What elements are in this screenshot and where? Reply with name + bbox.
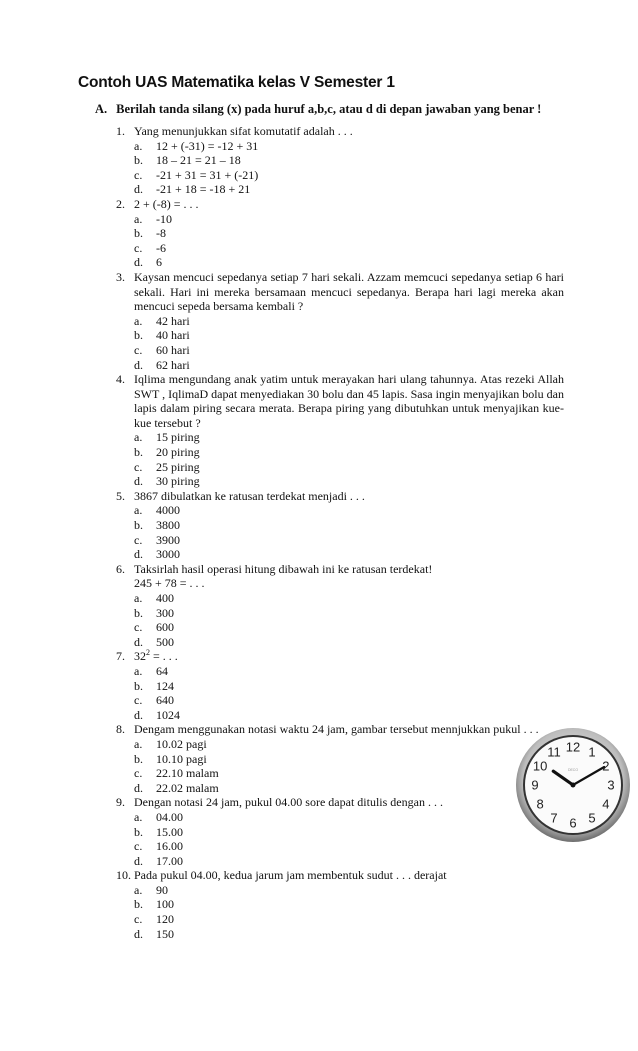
option-letter: c.	[134, 240, 143, 255]
option-text: 16.00	[156, 839, 183, 854]
answer-option	[134, 897, 564, 912]
answer-options	[134, 883, 564, 941]
option-text: -21 + 18 = -18 + 21	[156, 182, 251, 197]
question-1	[116, 124, 564, 197]
option-letter: a.	[134, 809, 143, 824]
question-2	[116, 197, 564, 270]
question-text: 3867 dibulatkan ke ratusan terdekat menjadi . . .	[134, 488, 365, 503]
option-letter: d.	[134, 707, 143, 722]
question-number: 7.	[116, 649, 125, 664]
option-letter: d.	[134, 474, 143, 489]
answer-option	[134, 825, 564, 840]
clock-numeral: 1	[588, 744, 596, 760]
answer-options	[134, 139, 564, 197]
option-letter: c.	[134, 693, 143, 708]
question-base: 32	[134, 649, 146, 664]
option-letter: d.	[134, 357, 143, 372]
clock-numeral: 3	[607, 777, 615, 793]
option-text: 22.10 malam	[156, 766, 219, 781]
option-letter: a.	[134, 430, 143, 445]
question-10	[116, 868, 564, 941]
option-text: 40 hari	[156, 328, 190, 343]
question-text: Dengam menggunakan notasi waktu 24 jam, gambar tersebut mennjukkan pukul . . .	[134, 722, 539, 737]
option-text: 500	[156, 634, 174, 649]
clock-numeral: 10	[532, 758, 548, 774]
question-number: 2.	[116, 196, 125, 211]
answer-option	[134, 460, 564, 475]
option-text: 60 hari	[156, 342, 190, 357]
question-4	[116, 372, 564, 489]
question-3	[116, 270, 564, 372]
option-letter: b.	[134, 605, 143, 620]
wall-clock-image	[515, 727, 631, 843]
answer-option	[134, 693, 564, 708]
answer-option	[134, 547, 564, 562]
answer-option	[134, 343, 564, 358]
answer-option	[134, 139, 564, 154]
section-label: A.	[95, 102, 108, 116]
question-text: Iqlima mengundang anak yatim untuk merayakan hari ulang tahunnya. Atas rezeki Allah SWT , IqlimaD dapat menyediakan 30 bolu dan 45 lapis. Sasa ingin menyajikan bolu dan lapis dalam piring secara merata. Berapa piring yang dibutuhkan untuk menyajikan kue-kue tersebut ?	[134, 372, 564, 430]
clock-numeral: 5	[588, 810, 596, 826]
option-text: 90	[156, 882, 168, 897]
answer-option	[134, 168, 564, 183]
answer-option	[134, 781, 564, 796]
option-text: -21 + 31 = 31 + (-21)	[156, 167, 259, 182]
question-6	[116, 562, 564, 650]
option-letter: c.	[134, 766, 143, 781]
option-letter: b.	[134, 328, 143, 343]
question-9	[116, 795, 564, 868]
question-number: 9.	[116, 795, 125, 810]
question-number: 1.	[116, 124, 125, 138]
option-text: 1024	[156, 707, 180, 722]
answer-options	[134, 810, 564, 868]
option-letter: c.	[134, 912, 143, 927]
answer-options	[134, 591, 564, 649]
option-letter: d.	[134, 780, 143, 795]
clock-numeral: 4	[602, 796, 610, 812]
answer-options	[134, 503, 564, 561]
answer-options	[134, 737, 564, 795]
question-number: 3.	[116, 269, 125, 284]
option-text: 30 piring	[156, 474, 200, 489]
answer-options	[134, 664, 564, 722]
option-text: 62 hari	[156, 357, 190, 372]
answer-option	[134, 606, 564, 621]
answer-option	[134, 708, 564, 723]
answer-option	[134, 314, 564, 329]
question-text	[134, 649, 564, 664]
option-text: 600	[156, 620, 174, 635]
option-text: 3900	[156, 532, 180, 547]
answer-option	[134, 766, 564, 781]
option-text: 04.00	[156, 809, 183, 824]
option-text: 18 – 21 = 21 – 18	[156, 153, 241, 168]
option-letter: a.	[134, 503, 143, 518]
option-letter: a.	[134, 211, 143, 226]
option-letter: c.	[134, 167, 143, 182]
option-letter: a.	[134, 882, 143, 897]
answer-option	[134, 241, 564, 256]
option-letter: d.	[134, 255, 143, 270]
question-suffix: = . . .	[150, 649, 178, 664]
page-title: Contoh UAS Matematika kelas V Semester 1	[78, 74, 395, 91]
option-text: 6	[156, 255, 162, 270]
option-letter: b.	[134, 226, 143, 241]
option-text: 42 hari	[156, 313, 190, 328]
answer-option	[134, 153, 564, 168]
answer-option	[134, 445, 564, 460]
option-letter: d.	[134, 547, 143, 562]
answer-option	[134, 591, 564, 606]
answer-option	[134, 474, 564, 489]
clock-numeral: 9	[531, 777, 539, 793]
clock-numeral: 12	[565, 739, 581, 755]
option-text: 15 piring	[156, 430, 200, 445]
answer-option	[134, 518, 564, 533]
answer-option	[134, 503, 564, 518]
answer-option	[134, 883, 564, 898]
section-instruction: Berilah tanda silang (x) pada huruf a,b,c, atau d di depan jawaban yang benar !	[116, 102, 542, 116]
option-text: 400	[156, 591, 174, 605]
option-text: 3000	[156, 547, 180, 562]
option-letter: c.	[134, 839, 143, 854]
answer-option	[134, 912, 564, 927]
answer-option	[134, 226, 564, 241]
question-text: Dengan notasi 24 jam, pukul 04.00 sore dapat ditulis dengan . . .	[134, 795, 443, 810]
question-list	[116, 124, 564, 941]
answer-option	[134, 533, 564, 548]
answer-options	[134, 212, 564, 270]
option-letter: b.	[134, 751, 143, 766]
clock-numeral: 11	[547, 744, 561, 760]
clock-numeral: 6	[569, 815, 577, 831]
clock-brand: DECO	[567, 768, 579, 772]
option-letter: a.	[134, 591, 143, 605]
option-text: 124	[156, 678, 174, 693]
answer-options	[134, 314, 564, 372]
section-heading	[95, 102, 541, 117]
answer-option	[134, 358, 564, 373]
option-text: 20 piring	[156, 445, 200, 460]
answer-option	[134, 810, 564, 825]
option-text: 15.00	[156, 824, 183, 839]
clock-numeral: 2	[602, 758, 610, 774]
option-text: -6	[156, 240, 166, 255]
answer-option	[134, 212, 564, 227]
question-number: 10.	[116, 868, 131, 883]
question-text: Pada pukul 04.00, kedua jarum jam membentuk sudut . . . derajat	[134, 868, 447, 883]
answer-option	[134, 182, 564, 197]
option-text: 100	[156, 897, 174, 912]
option-letter: b.	[134, 678, 143, 693]
option-letter: b.	[134, 445, 143, 460]
question-number: 4.	[116, 372, 125, 387]
answer-option	[134, 752, 564, 767]
answer-option	[134, 430, 564, 445]
question-number: 8.	[116, 722, 125, 737]
option-letter: a.	[134, 138, 143, 153]
option-letter: b.	[134, 518, 143, 533]
option-text: 4000	[156, 503, 180, 518]
answer-option	[134, 255, 564, 270]
answer-option	[134, 328, 564, 343]
option-letter: a.	[134, 663, 143, 678]
option-letter: c.	[134, 620, 143, 635]
question-text: Kaysan mencuci sepedanya setiap 7 hari sekali. Azzam memcuci sepedanya setiap 6 hari sekali. Hari ini mereka bersamaan mencuci sepedanya. Berapa hari lagi mereka akan mencuci sepeda bersama kembali ?	[134, 269, 564, 314]
option-text: 10.02 pagi	[156, 736, 207, 751]
option-letter: b.	[134, 153, 143, 168]
option-text: 150	[156, 926, 174, 941]
question-exponent: 2	[146, 648, 150, 658]
question-text: 2 + (-8) = . . .	[134, 196, 199, 211]
option-letter: a.	[134, 313, 143, 328]
option-text: -10	[156, 211, 172, 226]
clock-numeral: 8	[536, 796, 544, 812]
answer-option	[134, 927, 564, 942]
option-letter: c.	[134, 342, 143, 357]
answer-option	[134, 737, 564, 752]
answer-option	[134, 854, 564, 869]
option-letter: d.	[134, 853, 143, 868]
option-letter: d.	[134, 182, 143, 197]
answer-options	[134, 430, 564, 488]
answer-option	[134, 679, 564, 694]
option-letter: a.	[134, 736, 143, 751]
option-letter: b.	[134, 897, 143, 912]
question-expression: 245 + 78 = . . .	[134, 576, 205, 591]
option-text: 12 + (-31) = -12 + 31	[156, 138, 259, 153]
question-number: 5.	[116, 488, 125, 503]
option-text: 640	[156, 693, 174, 708]
answer-option	[134, 839, 564, 854]
answer-option	[134, 664, 564, 679]
option-text: 22.02 malam	[156, 780, 219, 795]
question-text: Yang menunjukkan sifat komutatif adalah . . .	[134, 124, 353, 138]
option-text: -8	[156, 226, 166, 241]
option-letter: b.	[134, 824, 143, 839]
question-text: Taksirlah hasil operasi hitung dibawah ini ke ratusan terdekat!	[134, 561, 433, 576]
option-letter: c.	[134, 532, 143, 547]
option-letter: c.	[134, 459, 143, 474]
option-text: 3800	[156, 518, 180, 533]
option-letter: d.	[134, 634, 143, 649]
question-7	[116, 649, 564, 722]
answer-option	[134, 635, 564, 650]
answer-option	[134, 620, 564, 635]
option-text: 300	[156, 605, 174, 620]
clock-numeral: 7	[550, 810, 558, 826]
question-8	[116, 722, 564, 795]
clock-center-pin	[571, 783, 576, 788]
question-number: 6.	[116, 561, 125, 576]
question-5	[116, 489, 564, 562]
option-text: 17.00	[156, 853, 183, 868]
option-text: 10.10 pagi	[156, 751, 207, 766]
option-text: 64	[156, 663, 168, 678]
option-letter: d.	[134, 926, 143, 941]
option-text: 25 piring	[156, 459, 200, 474]
option-text: 120	[156, 912, 174, 927]
